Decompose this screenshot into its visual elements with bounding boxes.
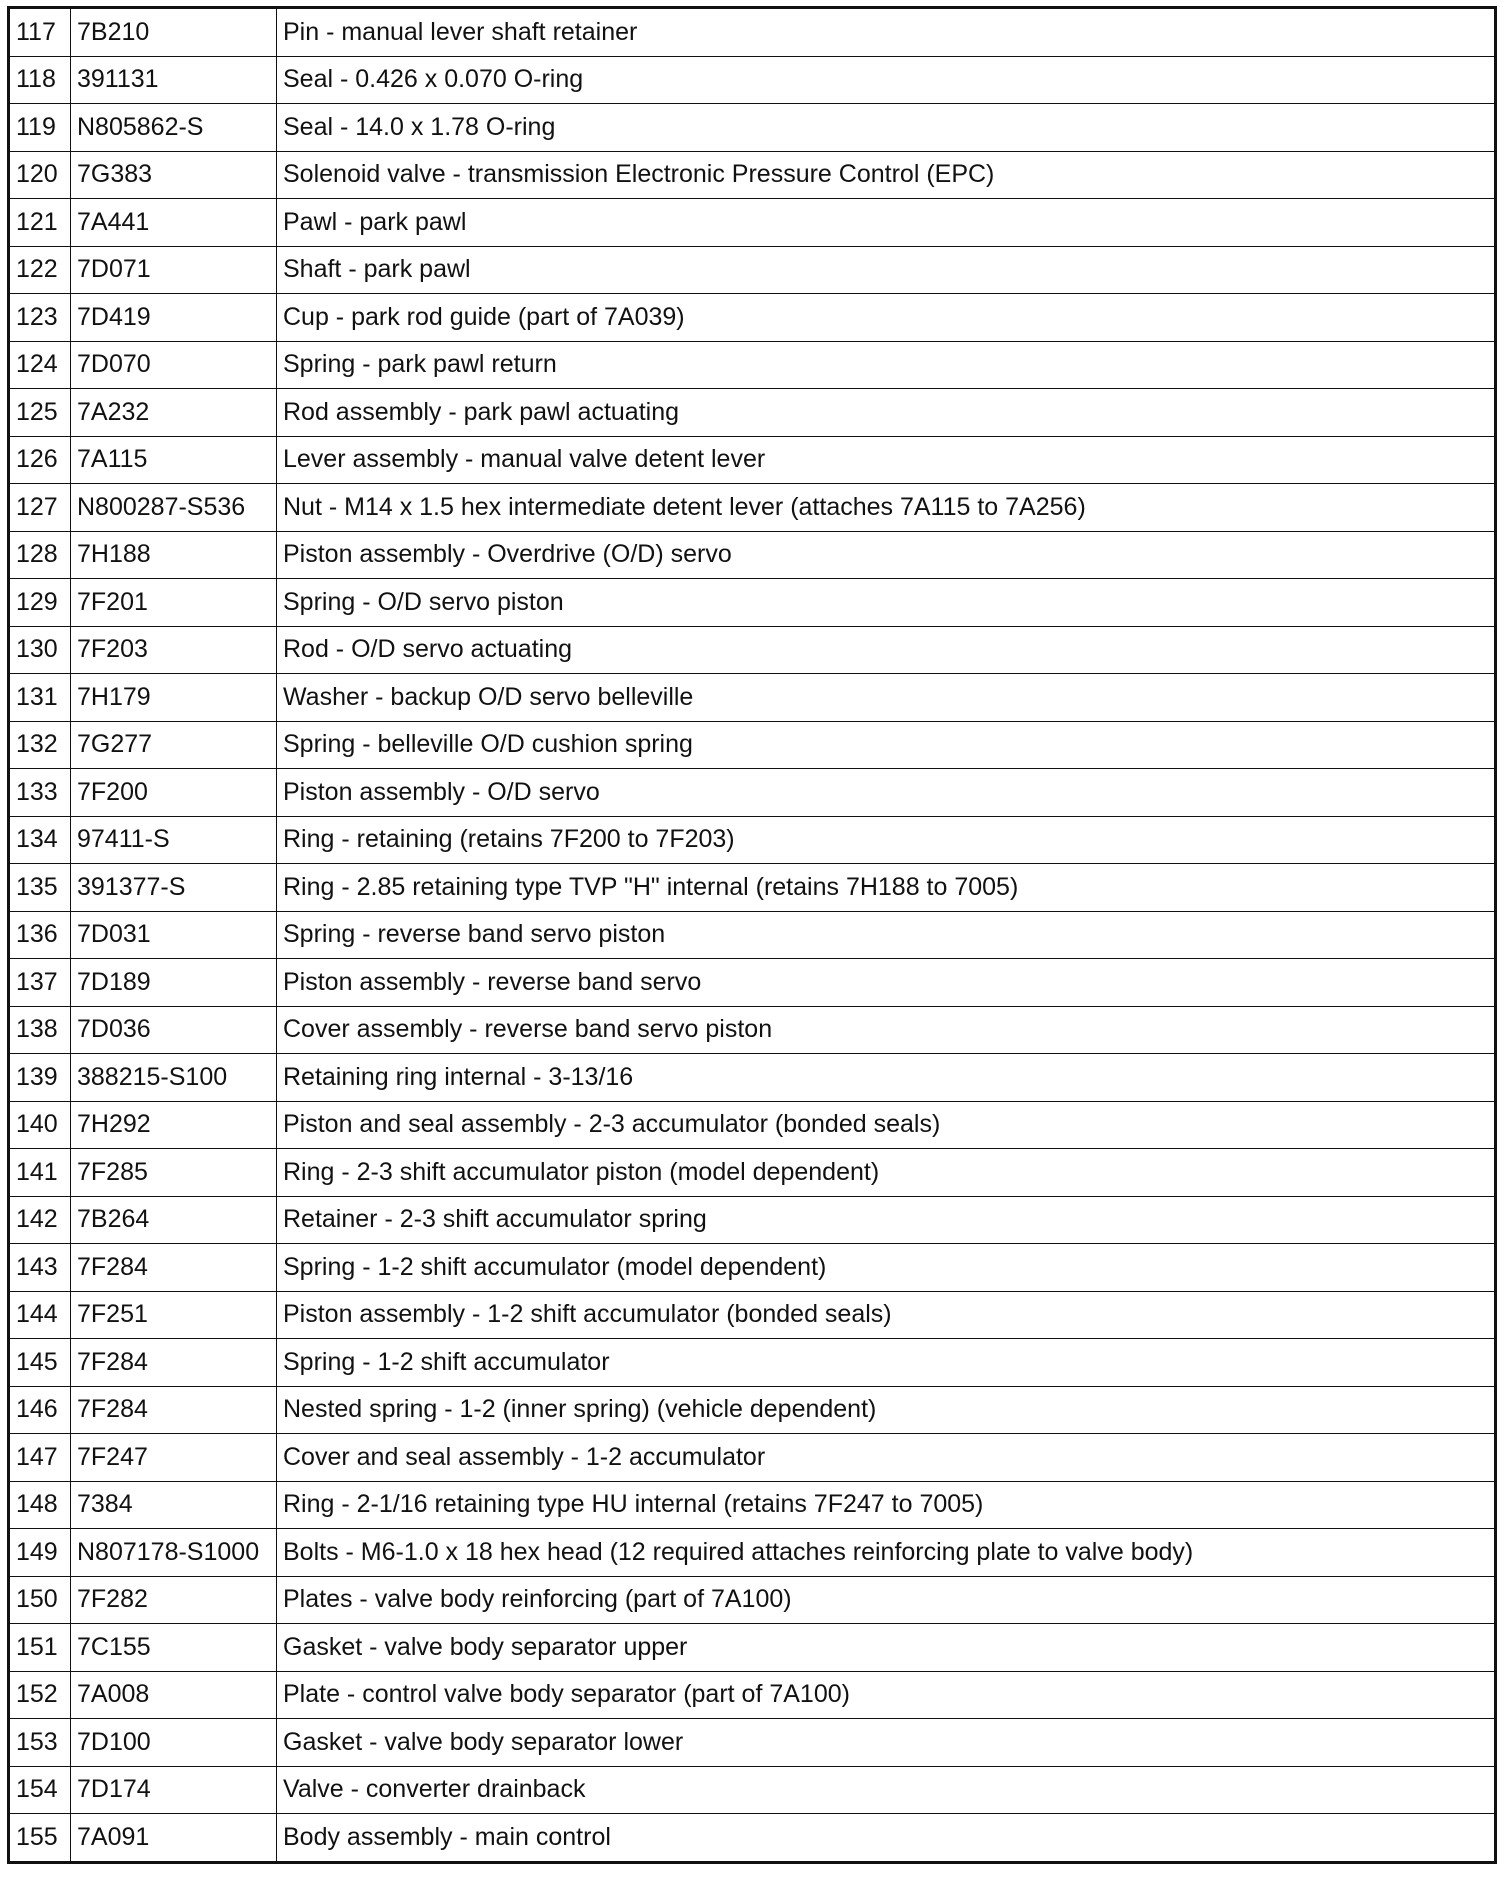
item-number-cell: 143 <box>9 1244 71 1292</box>
part-number-cell: 7A091 <box>71 1814 277 1863</box>
table-row <box>9 626 1496 674</box>
item-number-cell: 138 <box>9 1006 71 1054</box>
table-row <box>9 769 1496 817</box>
table-row <box>9 151 1496 199</box>
description-cell: Piston assembly - reverse band servo <box>277 959 1496 1007</box>
item-number-cell: 155 <box>9 1814 71 1863</box>
description-cell: Ring - 2.85 retaining type TVP "H" internal (retains 7H188 to 7005) <box>277 864 1496 912</box>
description-cell: Cup - park rod guide (part of 7A039) <box>277 294 1496 342</box>
item-number-cell: 148 <box>9 1481 71 1529</box>
table-row <box>9 341 1496 389</box>
table-row <box>9 1719 1496 1767</box>
item-number-cell: 154 <box>9 1766 71 1814</box>
description-cell: Piston assembly - Overdrive (O/D) servo <box>277 531 1496 579</box>
item-number-cell: 128 <box>9 531 71 579</box>
part-number-cell: 7D071 <box>71 246 277 294</box>
table-row <box>9 721 1496 769</box>
part-number-cell: 7H292 <box>71 1101 277 1149</box>
item-number-cell: 140 <box>9 1101 71 1149</box>
item-number-cell: 121 <box>9 199 71 247</box>
item-number-cell: 119 <box>9 104 71 152</box>
table-row <box>9 389 1496 437</box>
table-row <box>9 1339 1496 1387</box>
table-row <box>9 1244 1496 1292</box>
part-number-cell: 388215-S100 <box>71 1054 277 1102</box>
description-cell: Nut - M14 x 1.5 hex intermediate detent lever (attaches 7A115 to 7A256) <box>277 484 1496 532</box>
part-number-cell: 7H179 <box>71 674 277 722</box>
table-row <box>9 8 1496 57</box>
description-cell: Spring - 1-2 shift accumulator (model dependent) <box>277 1244 1496 1292</box>
table-row <box>9 104 1496 152</box>
table-row <box>9 484 1496 532</box>
part-number-cell: 7F284 <box>71 1386 277 1434</box>
description-cell: Gasket - valve body separator upper <box>277 1624 1496 1672</box>
description-cell: Gasket - valve body separator lower <box>277 1719 1496 1767</box>
description-cell: Ring - retaining (retains 7F200 to 7F203) <box>277 816 1496 864</box>
description-cell: Spring - O/D servo piston <box>277 579 1496 627</box>
description-cell: Plates - valve body reinforcing (part of 7A100) <box>277 1576 1496 1624</box>
item-number-cell: 126 <box>9 436 71 484</box>
description-cell: Bolts - M6-1.0 x 18 hex head (12 required attaches reinforcing plate to valve body) <box>277 1529 1496 1577</box>
part-number-cell: N800287-S536 <box>71 484 277 532</box>
item-number-cell: 141 <box>9 1149 71 1197</box>
description-cell: Washer - backup O/D servo belleville <box>277 674 1496 722</box>
table-row <box>9 911 1496 959</box>
description-cell: Seal - 14.0 x 1.78 O-ring <box>277 104 1496 152</box>
part-number-cell: 7D419 <box>71 294 277 342</box>
part-number-cell: 7G277 <box>71 721 277 769</box>
item-number-cell: 122 <box>9 246 71 294</box>
description-cell: Retaining ring internal - 3-13/16 <box>277 1054 1496 1102</box>
description-cell: Solenoid valve - transmission Electronic Pressure Control (EPC) <box>277 151 1496 199</box>
part-number-cell: 7384 <box>71 1481 277 1529</box>
table-row <box>9 199 1496 247</box>
description-cell: Pin - manual lever shaft retainer <box>277 8 1496 57</box>
table-row <box>9 1054 1496 1102</box>
item-number-cell: 131 <box>9 674 71 722</box>
part-number-cell: 7F284 <box>71 1244 277 1292</box>
part-number-cell: 7F282 <box>71 1576 277 1624</box>
part-number-cell: 7D189 <box>71 959 277 1007</box>
description-cell: Pawl - park pawl <box>277 199 1496 247</box>
item-number-cell: 120 <box>9 151 71 199</box>
part-number-cell: 7H188 <box>71 531 277 579</box>
table-row <box>9 1814 1496 1863</box>
description-cell: Piston and seal assembly - 2-3 accumulator (bonded seals) <box>277 1101 1496 1149</box>
table-row <box>9 959 1496 1007</box>
description-cell: Body assembly - main control <box>277 1814 1496 1863</box>
item-number-cell: 147 <box>9 1434 71 1482</box>
part-number-cell: 7G383 <box>71 151 277 199</box>
table-row <box>9 1529 1496 1577</box>
description-cell: Rod assembly - park pawl actuating <box>277 389 1496 437</box>
description-cell: Nested spring - 1-2 (inner spring) (vehicle dependent) <box>277 1386 1496 1434</box>
description-cell: Spring - 1-2 shift accumulator <box>277 1339 1496 1387</box>
part-number-cell: 391131 <box>71 56 277 104</box>
part-number-cell: 7D031 <box>71 911 277 959</box>
table-row <box>9 531 1496 579</box>
item-number-cell: 137 <box>9 959 71 1007</box>
parts-table <box>7 6 1497 1864</box>
item-number-cell: 152 <box>9 1671 71 1719</box>
description-cell: Cover and seal assembly - 1-2 accumulator <box>277 1434 1496 1482</box>
table-row <box>9 246 1496 294</box>
item-number-cell: 150 <box>9 1576 71 1624</box>
table-row <box>9 816 1496 864</box>
part-number-cell: 7A232 <box>71 389 277 437</box>
part-number-cell: 7D070 <box>71 341 277 389</box>
part-number-cell: 7F201 <box>71 579 277 627</box>
description-cell: Seal - 0.426 x 0.070 O-ring <box>277 56 1496 104</box>
item-number-cell: 145 <box>9 1339 71 1387</box>
part-number-cell: 7F247 <box>71 1434 277 1482</box>
part-number-cell: 7D036 <box>71 1006 277 1054</box>
table-row <box>9 1624 1496 1672</box>
table-row <box>9 1006 1496 1054</box>
part-number-cell: 7F251 <box>71 1291 277 1339</box>
table-row <box>9 1766 1496 1814</box>
item-number-cell: 118 <box>9 56 71 104</box>
table-row <box>9 1386 1496 1434</box>
table-row <box>9 294 1496 342</box>
part-number-cell: 7B264 <box>71 1196 277 1244</box>
table-row <box>9 1101 1496 1149</box>
table-row <box>9 579 1496 627</box>
item-number-cell: 127 <box>9 484 71 532</box>
description-cell: Shaft - park pawl <box>277 246 1496 294</box>
description-cell: Spring - park pawl return <box>277 341 1496 389</box>
description-cell: Cover assembly - reverse band servo piston <box>277 1006 1496 1054</box>
table-row <box>9 56 1496 104</box>
item-number-cell: 117 <box>9 8 71 57</box>
table-row <box>9 1481 1496 1529</box>
table-row <box>9 864 1496 912</box>
item-number-cell: 136 <box>9 911 71 959</box>
description-cell: Valve - converter drainback <box>277 1766 1496 1814</box>
description-cell: Piston assembly - 1-2 shift accumulator (bonded seals) <box>277 1291 1496 1339</box>
item-number-cell: 146 <box>9 1386 71 1434</box>
table-row <box>9 1196 1496 1244</box>
description-cell: Plate - control valve body separator (part of 7A100) <box>277 1671 1496 1719</box>
item-number-cell: 123 <box>9 294 71 342</box>
part-number-cell: N805862-S <box>71 104 277 152</box>
item-number-cell: 153 <box>9 1719 71 1767</box>
description-cell: Retainer - 2-3 shift accumulator spring <box>277 1196 1496 1244</box>
parts-table-body <box>9 8 1496 1863</box>
part-number-cell: 97411-S <box>71 816 277 864</box>
part-number-cell: 7A115 <box>71 436 277 484</box>
item-number-cell: 142 <box>9 1196 71 1244</box>
part-number-cell: 7F284 <box>71 1339 277 1387</box>
item-number-cell: 139 <box>9 1054 71 1102</box>
table-row <box>9 436 1496 484</box>
part-number-cell: 7F200 <box>71 769 277 817</box>
part-number-cell: 7F285 <box>71 1149 277 1197</box>
description-cell: Ring - 2-3 shift accumulator piston (model dependent) <box>277 1149 1496 1197</box>
item-number-cell: 134 <box>9 816 71 864</box>
part-number-cell: 7C155 <box>71 1624 277 1672</box>
part-number-cell: 391377-S <box>71 864 277 912</box>
part-number-cell: 7D174 <box>71 1766 277 1814</box>
description-cell: Lever assembly - manual valve detent lever <box>277 436 1496 484</box>
table-row <box>9 1291 1496 1339</box>
item-number-cell: 133 <box>9 769 71 817</box>
table-row <box>9 1434 1496 1482</box>
part-number-cell: 7B210 <box>71 8 277 57</box>
item-number-cell: 144 <box>9 1291 71 1339</box>
item-number-cell: 135 <box>9 864 71 912</box>
description-cell: Ring - 2-1/16 retaining type HU internal (retains 7F247 to 7005) <box>277 1481 1496 1529</box>
description-cell: Rod - O/D servo actuating <box>277 626 1496 674</box>
item-number-cell: 151 <box>9 1624 71 1672</box>
item-number-cell: 125 <box>9 389 71 437</box>
table-row <box>9 1149 1496 1197</box>
item-number-cell: 129 <box>9 579 71 627</box>
part-number-cell: 7A441 <box>71 199 277 247</box>
item-number-cell: 130 <box>9 626 71 674</box>
description-cell: Spring - reverse band servo piston <box>277 911 1496 959</box>
part-number-cell: N807178-S1000 <box>71 1529 277 1577</box>
table-row <box>9 1576 1496 1624</box>
table-row <box>9 674 1496 722</box>
part-number-cell: 7F203 <box>71 626 277 674</box>
part-number-cell: 7A008 <box>71 1671 277 1719</box>
item-number-cell: 132 <box>9 721 71 769</box>
table-row <box>9 1671 1496 1719</box>
item-number-cell: 124 <box>9 341 71 389</box>
item-number-cell: 149 <box>9 1529 71 1577</box>
description-cell: Piston assembly - O/D servo <box>277 769 1496 817</box>
description-cell: Spring - belleville O/D cushion spring <box>277 721 1496 769</box>
part-number-cell: 7D100 <box>71 1719 277 1767</box>
